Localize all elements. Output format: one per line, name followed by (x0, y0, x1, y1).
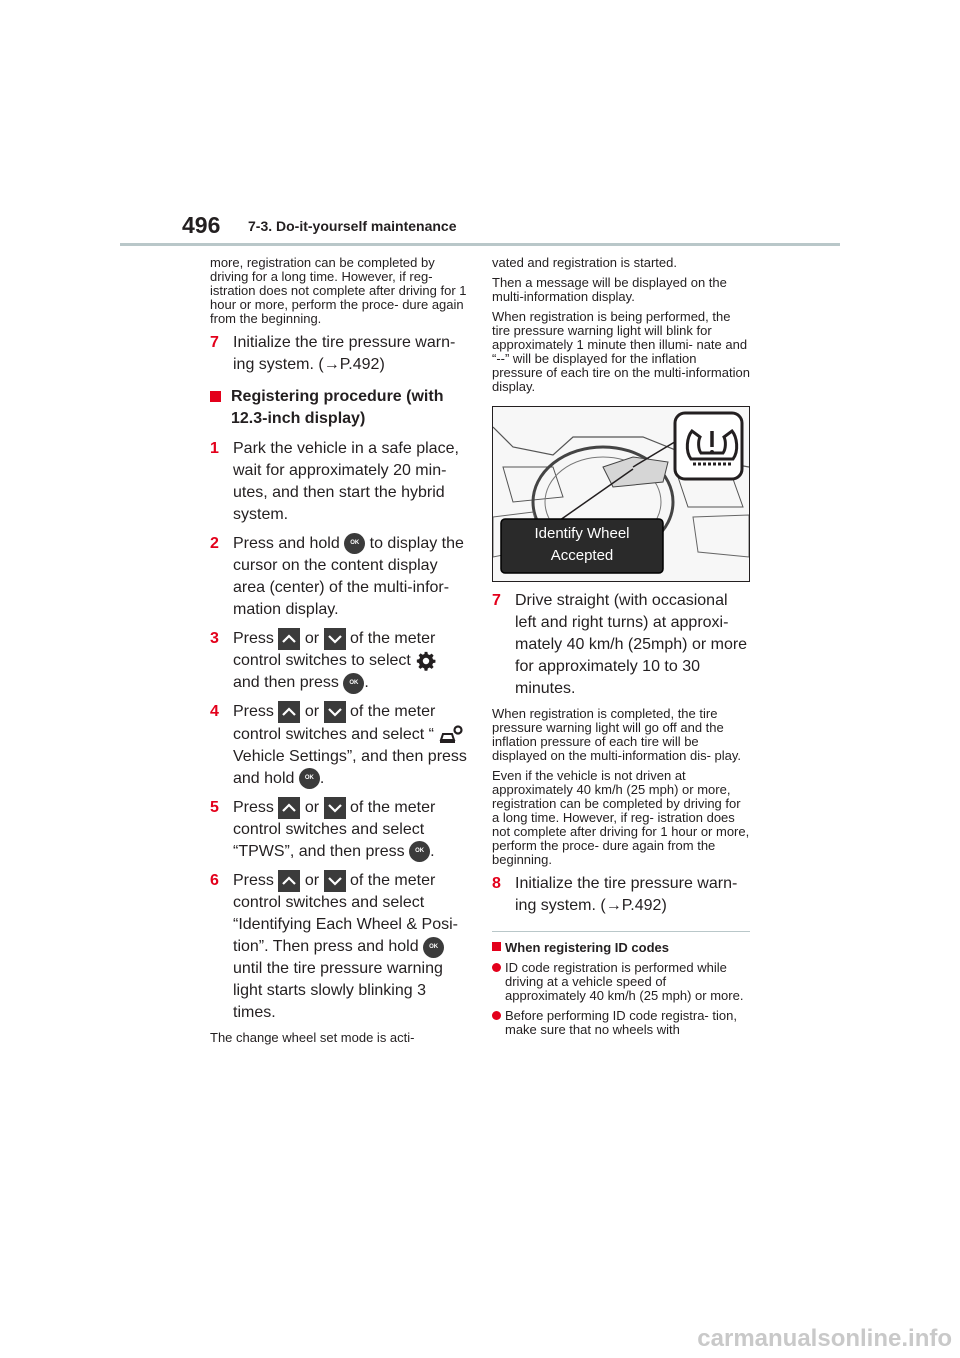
step-text: Press (233, 703, 274, 721)
step-2 (210, 533, 468, 621)
bullet-icon (492, 963, 501, 972)
ok-button-icon: OK (409, 841, 430, 862)
step-text: . (430, 843, 435, 861)
watermark: carmanualsonline.info (697, 1325, 952, 1352)
step-text: Press (233, 630, 274, 648)
step-text: and then press (233, 674, 339, 692)
up-arrow-icon (278, 797, 300, 819)
outro-paragraph: The change wheel set mode is acti- (210, 1030, 415, 1046)
step-text: or (304, 630, 320, 648)
step-text: Park the vehicle in a safe place, wait for approximately 20 min- utes, and then start the hybrid system. (233, 440, 459, 523)
note-heading (492, 940, 750, 955)
paragraph: When registration is being performed, the tire pressure warning light will blink for approximately 1 minute then illumi- nate and “--” will be displayed for the inflation pressure of each tire on the multi-information display. (492, 309, 750, 394)
step-number: 7 (492, 592, 501, 609)
section-title: 7-3. Do-it-yourself maintenance (248, 218, 457, 234)
bullet-text: Before performing ID code registra- tion, make sure that no wheels with (505, 1008, 737, 1037)
step-text: Initialize the tire pressure warn- ing system. (→P.492) (515, 875, 738, 914)
step-number: 4 (210, 703, 219, 721)
step-3 (210, 628, 468, 694)
ok-button-icon: OK (343, 673, 364, 694)
display-message (501, 523, 663, 567)
step-text: Drive straight (with occasional left and right turns) at approxi- mately 40 km/h (25mph) or more for approximately 10 to 30 minutes. (515, 592, 748, 697)
step-text: of the meter control switches to select (233, 630, 436, 670)
heading-text: Registering procedure (with 12.3-inch display) (231, 388, 444, 427)
step-text: Press (233, 872, 274, 890)
gear-icon (415, 650, 437, 672)
step-number: 7 (210, 334, 219, 351)
step-text: of the meter control switches and select “TPWS”, and then press (233, 799, 436, 861)
step-text: “ (428, 725, 434, 743)
step-text: until the tire pressure warning light starts slowly blinking 3 times. (233, 960, 443, 1022)
up-arrow-icon (278, 628, 300, 650)
step-text: Vehicle Settings”, and then press and hold (233, 747, 467, 787)
step-text: or (304, 703, 320, 721)
ok-button-icon: OK (299, 768, 320, 789)
step-text: Press and hold (233, 535, 340, 552)
step-text: Press (233, 799, 274, 817)
step-text: . (364, 674, 369, 692)
down-arrow-icon (324, 628, 346, 650)
display-line: Accepted (550, 547, 614, 564)
step-text: to display the cursor on the content display area (center) of the multi-infor- mation display. (233, 535, 464, 618)
step-number: 8 (492, 875, 501, 892)
note-divider (492, 931, 750, 932)
heading-marker-icon (492, 942, 501, 951)
down-arrow-icon (324, 797, 346, 819)
vehicle-settings-icon (438, 724, 460, 746)
step-1 (210, 438, 468, 526)
paragraph: Then a message will be displayed on the multi-information display. (492, 275, 727, 304)
step-number: 1 (210, 440, 219, 457)
header-rule (120, 243, 840, 246)
step-text: or (304, 799, 320, 817)
paragraph: When registration is completed, the tire pressure warning light will go off and the inflation pressure of each tire will be displayed on the multi-information dis- play. (492, 706, 742, 763)
page-number: 496 (182, 212, 221, 238)
bullet-item (492, 1009, 750, 1037)
step-7-drive (492, 590, 750, 700)
ok-button-icon: OK (423, 937, 444, 958)
step-5 (210, 797, 468, 863)
step-number: 6 (210, 872, 219, 890)
step-number: 5 (210, 798, 219, 816)
paragraph: Even if the vehicle is not driven at approximately 40 km/h (25 mph) or more, registration can be completed by driving for a long time. However, if reg- istration does not complete after driving for 1 hour or more, perform the proce- dure again from the beginning. (492, 768, 750, 867)
dashboard-illustration (492, 406, 750, 582)
down-arrow-icon (324, 870, 346, 892)
left-column (210, 256, 468, 1051)
step-7-initialize (210, 332, 468, 376)
step-6 (210, 870, 468, 1024)
bullet-text: ID code registration is performed while driving at a vehicle speed of approximately 40 km/h (25 mph) or more. (505, 960, 744, 1003)
section-heading (210, 386, 468, 430)
ok-button-icon: OK (344, 533, 365, 554)
step-text: . (319, 769, 325, 787)
paragraph: vated and registration is started. (492, 255, 677, 270)
step-text: of the meter control switches and select “Identifying Each Wheel & Posi- tion”. Then press and hold (233, 872, 458, 956)
bullet-icon (492, 1011, 501, 1020)
step-number: 3 (210, 630, 219, 647)
up-arrow-icon (278, 701, 300, 723)
step-text: or (304, 872, 320, 890)
display-line: Identify Wheel (534, 525, 630, 542)
intro-paragraph: more, registration can be completed by driving for a long time. However, if reg- istration does not complete after driving for 1 hour or more, perform the proce- dure again from the beginning. (210, 255, 467, 326)
step-text: Initialize the tire pressure warn- ing system. (→P.492) (233, 334, 456, 373)
bullet-item (492, 961, 750, 1003)
down-arrow-icon (324, 701, 346, 723)
step-8-initialize (492, 873, 750, 917)
step-number: 2 (210, 535, 219, 552)
heading-marker-icon (210, 391, 221, 402)
up-arrow-icon (278, 870, 300, 892)
right-column (492, 256, 750, 1043)
note-heading-text: When registering ID codes (505, 940, 669, 955)
step-4 (210, 701, 468, 789)
step-text: of the meter control switches and select (233, 703, 436, 743)
